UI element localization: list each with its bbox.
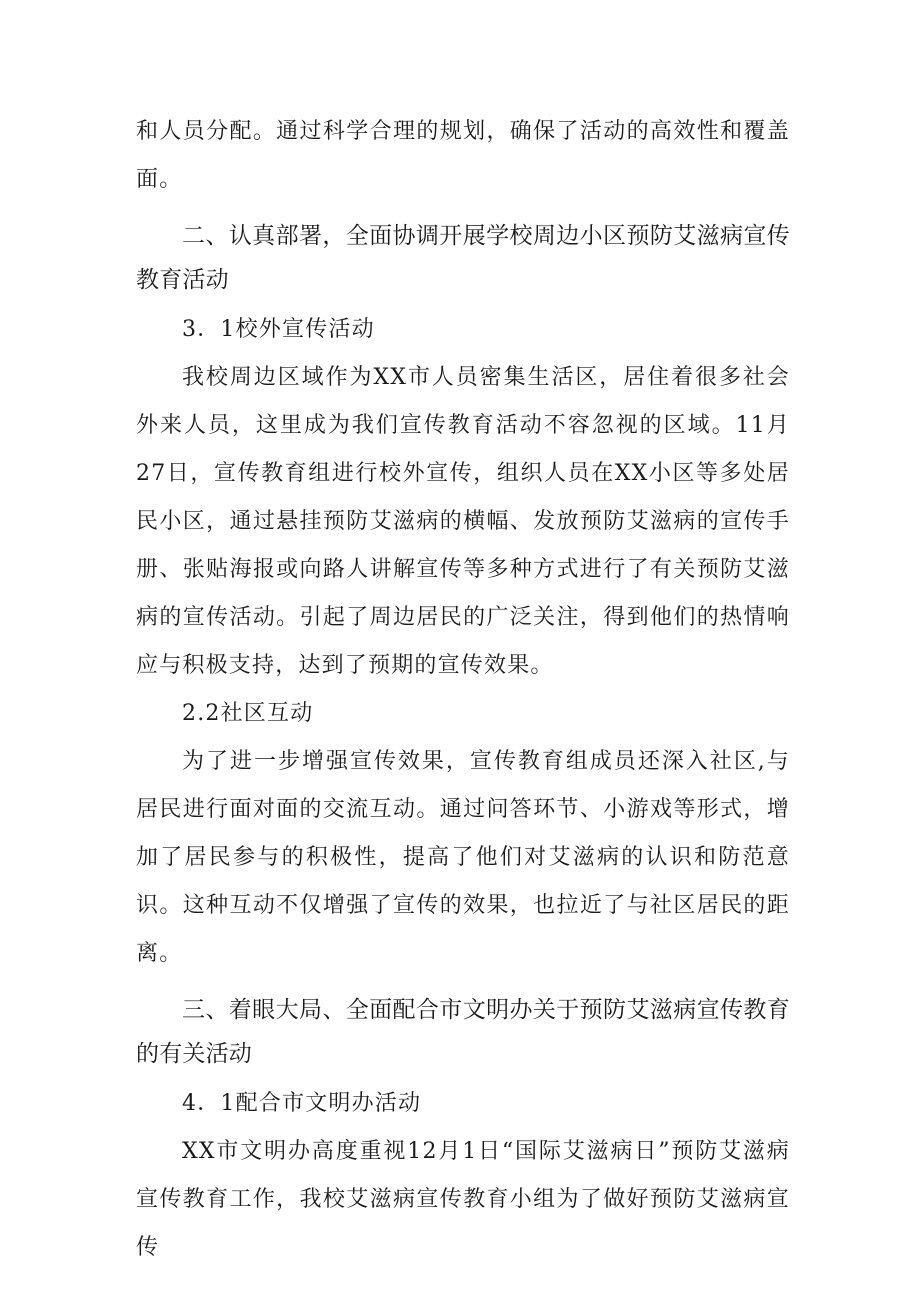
subsection-heading-3-1: 3．1校外宣传活动	[182, 317, 375, 342]
section-heading-2: 二、认真部署，全面协调开展学校周边小区预防艾滋病宣传教育活动	[136, 223, 790, 293]
subsection-heading-2-2: 2.2社区互动	[182, 701, 314, 726]
subsection-heading-4-1: 4．1配合市文明办活动	[182, 1091, 422, 1116]
body-paragraph-off-campus: 我校周边区域作为XX市人员密集生活区，居住着很多社会外来人员，这里成为我们宣传教育活动不容忽视的区域。11月27日，宣传教育组进行校外宣传，组织人员在XX小区等多处居民小区，通过悬挂预防艾滋病的横幅、发放预防艾滋病的宣传手册、张贴海报或向路人讲解宣传等多种方式进行了有关预防艾滋病的宣传活动。引起了周边居民的广泛关注，得到他们的热情响应与积极支持，达到了预期的宣传效果。	[136, 365, 790, 678]
body-paragraph-civilization-office: XX市文明办高度重视12月1日“国际艾滋病日”预防艾滋病宣传教育工作，我校艾滋病宣传教育小组为了做好预防艾滋病宣传	[136, 1139, 790, 1260]
body-paragraph-community: 为了进一步增强宣传效果，宣传教育组成员还深入社区,与居民进行面对面的交流互动。通过问答环节、小游戏等形式，增加了居民参与的积极性，提高了他们对艾滋病的认识和防范意识。这种互动不仅增强了宣传的效果，也拉近了与社区居民的距离。	[136, 749, 790, 966]
document-page	[136, 108, 790, 1272]
section-heading-3: 三、着眼大局、全面配合市文明办关于预防艾滋病宣传教育的有关活动	[136, 997, 790, 1067]
body-paragraph-1: 和人员分配。通过科学合理的规划，确保了活动的高效性和覆盖面。	[136, 119, 790, 192]
